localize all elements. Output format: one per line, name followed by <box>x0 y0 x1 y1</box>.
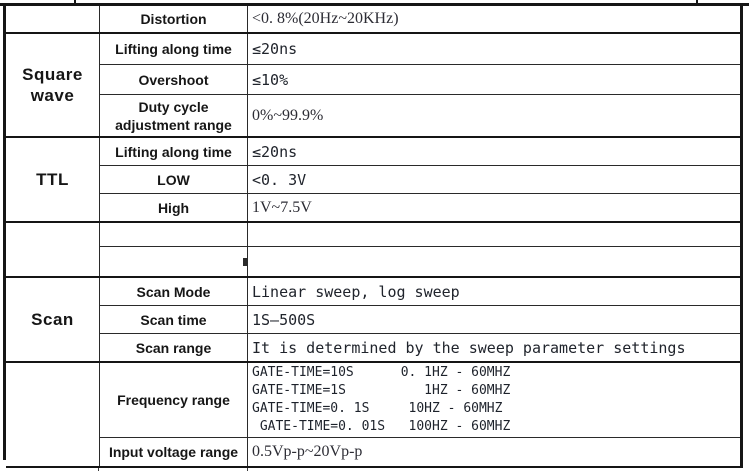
param-label: Lifting along time <box>115 143 232 160</box>
param-value: <0. 8%(20Hz~20KHz) <box>252 10 399 27</box>
table-row <box>100 437 740 466</box>
param-value-cell <box>248 278 740 305</box>
param-value-cell <box>248 166 740 193</box>
param-label: Overshoot <box>138 71 209 88</box>
param-label-cell <box>100 247 248 276</box>
category-cell <box>6 223 100 276</box>
param-label: High <box>157 199 190 216</box>
param-value-cell <box>248 194 740 221</box>
param-value-cell <box>248 6 740 32</box>
param-label-cell <box>100 166 248 193</box>
param-value: ≤20ns <box>252 40 298 58</box>
param-label: Scan Mode <box>136 283 211 300</box>
param-value-cell <box>248 138 740 165</box>
param-label-cell <box>100 278 248 305</box>
param-value-cell <box>248 247 740 276</box>
param-label: Input voltage range <box>108 444 239 460</box>
param-label-cell <box>100 334 248 361</box>
table-row <box>100 138 740 165</box>
param-label-cell <box>100 306 248 333</box>
param-value: ≤20ns <box>252 142 298 161</box>
table-bottom-border <box>6 466 740 468</box>
category-cell <box>6 363 100 466</box>
param-value: It is determined by the sweep parameter settings <box>252 338 686 357</box>
param-label-cell <box>100 438 248 466</box>
table-section-scan <box>6 276 740 361</box>
param-label: Duty cycle adjustment range <box>115 98 232 133</box>
table-section-ttl <box>6 136 740 221</box>
table-section-empty <box>6 221 740 276</box>
param-value: 1V~7.5V <box>252 198 312 216</box>
table-section-counter <box>6 361 740 466</box>
gate-time-line: GATE-TIME=10S 0. 1HZ - 60MHZ <box>252 365 511 380</box>
category-cell <box>6 278 100 361</box>
table-row <box>100 64 740 94</box>
param-value: 0.5Vp-p~20Vp-p <box>252 443 363 460</box>
param-label: LOW <box>157 171 190 188</box>
gate-time-line: GATE-TIME=0. 01S 100HZ - 60MHZ <box>252 419 511 434</box>
param-label-cell <box>100 34 248 64</box>
param-value-cell <box>248 363 740 437</box>
table-section-distortion <box>6 6 740 32</box>
table-row <box>100 6 740 32</box>
table-section-square-wave <box>6 32 740 136</box>
param-label: Scan range <box>135 339 212 356</box>
category-cell <box>6 6 100 32</box>
param-label-cell <box>100 223 248 246</box>
table-row <box>100 94 740 136</box>
param-value: 0%~99.9% <box>252 106 324 124</box>
param-label-cell <box>100 65 248 94</box>
gate-time-line: GATE-TIME=1S 1HZ - 60MHZ <box>252 383 511 398</box>
table-row <box>100 363 740 437</box>
param-value: ≤10% <box>252 70 289 89</box>
spec-table <box>6 6 740 468</box>
cropped-row-remnant-tick <box>696 0 698 3</box>
param-value-cell <box>248 34 740 64</box>
category-label: Square wave <box>22 65 83 105</box>
param-label: Frequency range <box>117 392 230 408</box>
param-label-cell <box>100 138 248 165</box>
param-value-cell <box>248 223 740 246</box>
category-label: TTL <box>36 170 69 189</box>
table-row <box>100 305 740 333</box>
param-value-cell <box>248 65 740 94</box>
param-label-cell <box>100 363 248 437</box>
table-row <box>100 34 740 64</box>
param-label: Scan time <box>140 311 207 328</box>
param-value-cell <box>248 334 740 361</box>
param-value: Linear sweep, log sweep <box>252 282 460 301</box>
param-label: Distortion <box>140 11 207 27</box>
param-label-cell <box>100 6 248 32</box>
gate-time-line: GATE-TIME=0. 1S 10HZ - 60MHZ <box>252 401 503 416</box>
table-right-border <box>740 3 743 468</box>
category-cell <box>6 138 100 221</box>
table-row <box>100 246 740 276</box>
param-value: 1S—500S <box>252 310 316 329</box>
table-row <box>100 223 740 246</box>
category-cell <box>6 34 100 136</box>
table-row <box>100 278 740 305</box>
param-value-cell <box>248 438 740 466</box>
table-row <box>100 333 740 361</box>
param-label: Lifting along time <box>115 41 232 57</box>
param-label-cell <box>100 95 248 136</box>
cropped-row-remnant-tick <box>74 0 76 3</box>
table-row <box>100 193 740 221</box>
param-value-cell <box>248 306 740 333</box>
param-value-cell <box>248 95 740 136</box>
category-label: Scan <box>31 310 74 329</box>
table-row <box>100 165 740 193</box>
param-label-cell <box>100 194 248 221</box>
param-value: <0. 3V <box>252 170 307 189</box>
